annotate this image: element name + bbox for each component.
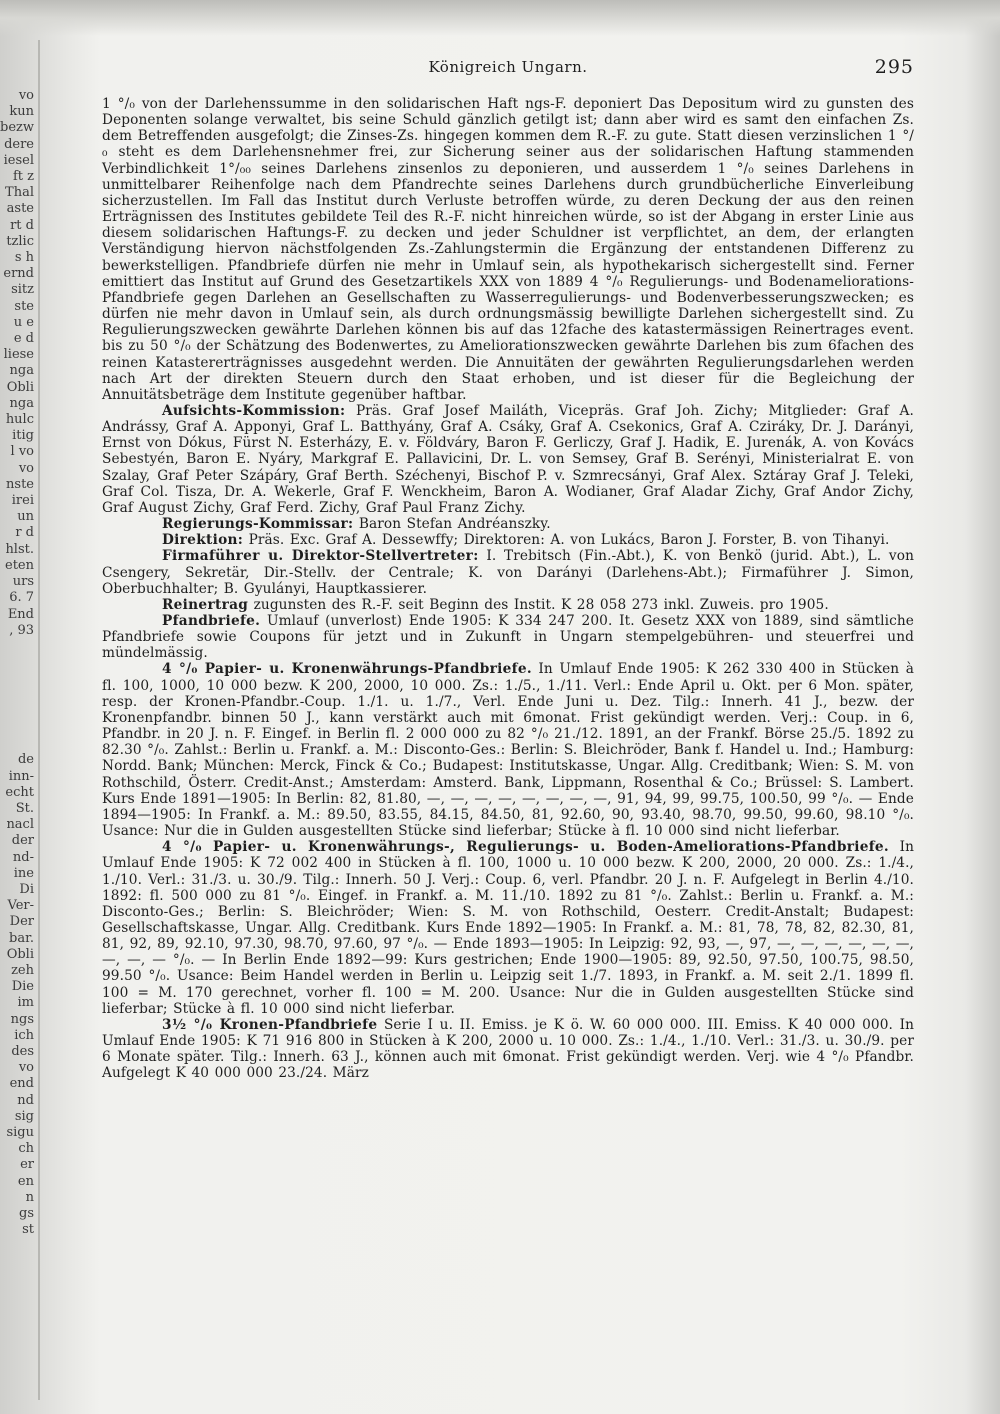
left-edge-fragment: Die	[11, 979, 34, 995]
paragraph-pfandbriefe	[102, 613, 914, 661]
left-page-edge-fragments	[0, 88, 34, 1388]
rubric-pfandbriefe: Pfandbriefe.	[162, 613, 261, 629]
left-edge-fragment: ch	[18, 1141, 34, 1157]
left-edge-fragment: s h	[14, 250, 34, 266]
text-reinertrag: zugunsten des R.-F. seit Beginn des Instit. K 28 058 273 inkl. Zuweis. pro 1905.	[248, 596, 829, 613]
paragraph-aufsichts-kommission	[102, 403, 914, 516]
left-edge-fragment: echt	[5, 784, 34, 800]
rubric-regierungs-kommissar: Regierungs-Kommissar:	[162, 516, 354, 533]
paragraph-4pct-kronenwaehrungs	[102, 661, 914, 839]
left-edge-fragment: dere	[4, 136, 34, 152]
left-edge-fragment: en	[17, 1173, 34, 1189]
text-regierungs-kommissar: Baron Stefan Andréanszky.	[353, 516, 551, 533]
left-edge-fragment	[0, 639, 34, 655]
left-edge-fragment: st	[22, 1222, 34, 1238]
left-edge-fragment: liese	[3, 347, 34, 363]
left-edge-fragment: bar.	[9, 930, 34, 946]
gutter-rule	[38, 40, 40, 1400]
left-edge-fragment: St.	[15, 800, 34, 816]
left-edge-fragment: ste	[14, 298, 34, 314]
left-edge-fragment: u e	[13, 314, 34, 330]
paragraph-depositum: 1 °/₀ von der Darlehenssumme in den solidarischen Haft ngs-F. deponiert Das Depositum wird zu gunsten des Deponenten solange verwaltet, bis seine Schuld gänzlich getilgt ist; dann aber wird es samt den einfachen Zs. dem Betreffenden ausgefolgt; die Zinses-Zs. hingegen kommen dem R.-F. zu gute. Statt diesen verzinslichen 1 °/₀ steht es dem Darlehensnehmer frei, zur Sicherung seiner aus der solidarischen Haftung stammenden Verbindlichkeit 1°/₀₀ seines Darlehens zinsenlos zu deponieren, und ausserdem 1 °/₀ seines Darlehens in unmittelbarer Reihenfolge nach dem Pfandrechte seines Darlehens durch grundbücherliche Einverleibung sicherzustellen. Im Fall das Institut durch Verluste betroffen würde, zu deren Deckung der aus den reinen Erträgnissen des Institutes gebildete Teil des R.-F. nicht hinreichen würde, so ist der Abgang in erster Linie aus diesem solidarischen Haftungs-F. zu decken und jeder Schuldner ist verpflichtet, an dem, der erlangten Verständigung hiervon nächstfolgenden Zs.-Zahlungstermin die Ergänzung der entstandenen Differenz zu bewerkstelligen. Pfandbriefe dürfen nie mehr in Umlauf sein, als hypothekarisch sichergestellt sind. Ferner emittiert das Institut auf Grund des Gesetzartikels XXX von 1889 4 °/₀ Regulierungs- und Bodenameliorations-Pfandbriefe gegen Darlehen an Gesellschaften zu Wasserregulierungs- und Bodenverbesserungszwecken; es dürfen nie mehr davon in Umlauf sein, als durch ordnungsmässig bewilligte Darlehen sichergestellt sind. Zu Regulierungszwecken gewährte Darlehen können bis auf das 12fache des katastermässigen Reinertrages event. bis zu 50 °/₀ der Schätzung des Bodenwertes, zu Ameliorationszwecken gewährte Darlehen bis zum 6fachen des reinen Katastererträgnisses ausgedehnt werden. Die Annuitäten der gewährten Regulierungsdarlehen werden nach Art der direkten Steuern durch den Staat erhoben, und ist dieser für die Begleichung der Annuitätsbeträge dem Institute gegenüber haftbar.	[102, 96, 914, 403]
left-edge-fragment: un	[17, 509, 34, 525]
left-edge-fragment: e d	[13, 331, 34, 347]
left-edge-fragment: nd-	[12, 849, 34, 865]
left-edge-fragment	[0, 688, 34, 704]
left-edge-fragment: rt d	[10, 217, 34, 233]
left-edge-fragment: tzlic	[6, 233, 34, 249]
left-edge-fragment: Thal	[5, 185, 34, 201]
left-edge-fragment: ft z	[12, 169, 34, 185]
left-edge-fragment: sitz	[11, 282, 34, 298]
left-edge-fragment: ernd	[3, 266, 34, 282]
left-edge-fragment: bezw	[0, 120, 34, 136]
left-edge-fragment: er	[20, 1157, 34, 1173]
left-edge-fragment: nacl	[6, 817, 34, 833]
left-edge-fragment: ngs	[10, 1011, 34, 1027]
left-edge-fragment: ich	[14, 1027, 34, 1043]
left-edge-fragment: de	[17, 752, 34, 768]
left-edge-fragment: nste	[6, 476, 34, 492]
rubric-aufsichts-kommission: Aufsichts-Kommission:	[162, 402, 346, 419]
left-edge-fragment: eten	[5, 557, 34, 573]
paragraph-direktion	[102, 532, 914, 548]
left-edge-fragment: r d	[15, 525, 34, 541]
left-edge-fragment: Ver-	[7, 898, 34, 914]
page-content	[102, 58, 914, 1082]
text-4pct-kronenwaehrungs: In Umlauf Ende 1905: K 262 330 400 in Stücken à fl. 100, 1000, 10 000 bezw. K 200, 2000, 10 000. Zs.: 1./5., 1./11. Verl.: Ende April u. Okt. per 6 Mon. später, resp. der Kronen-Pfandbr.-Coup. 1./1. u. 1./7., Verl. Ende Juni u. Dez. Tilg.: Innerh. 41 J., bezw. der Kronenpfandbr. binnen 50 J., kann verstärkt auch mit 6monat. Frist gekündigt werden. Verj.: Coup. in 6, Pfandbr. in 20 J. n. F. Eingef. in Berlin fl. 2 000 000 zu 82 °/₀ 21./12. 1891, an der Frankf. Börse 25./5. 1892 zu 82.30 °/₀. Zahlst.: Berlin u. Frankf. a. M.: Disconto-Ges.: Berlin: S. Bleichröder, Bank f. Handel u. Ind.; Hamburg: Nordd. Bank; München: Merck, Finck & Co.; Budapest: Institutskasse, Ungar. Allg. Creditbank; Wien: S. M. von Rothschild, Österr. Credit-Anst.; Amsterdam: Amsterd. Bank, Lippmann, Rosenthal & Co.; Brüssel: S. Lambert. Kurs Ende 1891—1905: In Berlin: 82, 81.80, —, —, —, —, —, —, —, —, 91, 94, 99, 99.75, 100.50, 99 °/₀. — Ende 1894—1905: In Frankf. a. M.: 89.50, 83.55, 84.15, 84.50, 81, 92.60, 90, 93.40, 98.70, 99.50, 99.60, 98.10 °/₀. Usance: Nur die in Gulden ausgestellten Stücke sind lieferbar; Stücke à fl. 10 000 sind nicht lieferbar.	[102, 661, 914, 840]
left-edge-fragment: , 93	[9, 622, 34, 638]
text-aufsichts-kommission: Präs. Graf Josef Mailáth, Vicepräs. Graf Joh. Zichy; Mitglieder: Graf A. Andrássy, Graf A. Apponyi, Graf L. Batthyány, Graf A. Csáky, Graf A. Csekonics, Graf A. Cziráky, Dr. J. Darányi, Ernst von Dókus, Fürst N. Esterházy, E. v. Földváry, Baron F. Gerliczy, Graf J. Hadik, E. Jurenák, A. von Kovács Sebestyén, Baron E. Nyáry, Markgraf E. Pallavicini, Dr. L. von Semsey, Graf B. Serényi, Ministerialrat E. von Szalay, Graf Peter Szápáry, Graf Berth. Széchenyi, Bischof P. v. Szmrecsányi, Graf Alex. Sztáray Graf J. Teleki, Graf Col. Tisza, Dr. A. Wekerle, Graf F. Wenckheim, Baron A. Wodianer, Graf Aladar Zichy, Graf Andor Zichy, Graf August Zichy, Graf Ferd. Zichy, Graf Paul Franz Zichy.	[102, 402, 914, 516]
left-edge-fragment: n	[25, 1189, 34, 1205]
left-edge-fragment: vo	[18, 1060, 34, 1076]
left-edge-fragment: l vo	[10, 444, 34, 460]
left-edge-fragment: inn-	[8, 768, 34, 784]
left-edge-fragment: der	[11, 833, 34, 849]
paragraph-reinertrag	[102, 597, 914, 613]
left-edge-fragment: Di	[19, 881, 34, 897]
text-pfandbriefe: Umlauf (unverlost) Ende 1905: K 334 247 200. It. Gesetz XXX von 1889, sind sämtliche Pfandbriefe sowie Coupons für jetzt und in Zukunft in Ungarn stempelgebühren- und steuerfrei und mündelmässig.	[102, 613, 914, 662]
page-number: 295	[874, 56, 914, 78]
running-title: Königreich Ungarn.	[428, 58, 588, 76]
left-edge-fragment	[0, 720, 34, 736]
text-firmafuehrer: I. Trebitsch (Fin.-Abt.), K. von Benkö (jurid. Abt.), L. von Csengery, Sekretär, Dir.-Stellv. der Centrale; K. von Darányi (Darlehens-Abt.); Firmaführer J. Simon, Oberbuchhalter; B. Gyulányi, Hauptkassierer.	[102, 548, 915, 597]
left-edge-fragment: Der	[9, 914, 34, 930]
rubric-4pct-kronenwaehrungs: 4 °/₀ Papier- u. Kronenwährungs-Pfandbriefe.	[162, 661, 532, 678]
rubric-firmafuehrer: Firmaführer u. Direktor-Stellvertreter:	[162, 548, 479, 565]
left-edge-fragment: itig	[12, 428, 34, 444]
left-edge-fragment: sigu	[6, 1125, 34, 1140]
body-text	[102, 96, 914, 1082]
left-edge-fragment: hlst.	[5, 541, 34, 557]
left-edge-fragment: aste	[6, 201, 34, 217]
rubric-3half-pct-kronen: 3½ °/₀ Kronen-Pfandbriefe	[162, 1016, 378, 1033]
left-edge-fragment: vo	[18, 460, 34, 476]
left-edge-fragment: ine	[13, 865, 34, 881]
left-edge-fragment: End	[7, 606, 34, 622]
left-edge-fragment: sig	[14, 1108, 34, 1124]
left-edge-fragment	[0, 671, 34, 687]
paragraph-regierungs-kommissar	[102, 516, 914, 532]
rubric-reinertrag: Reinertrag	[162, 596, 249, 613]
text-direktion: Präs. Exc. Graf A. Dessewffy; Direktoren: A. von Lukács, Baron J. Forster, B. von Tihanyi.	[243, 532, 890, 549]
paragraph-firmafuehrer	[102, 548, 914, 596]
left-edge-fragment: zeh	[11, 962, 34, 978]
left-edge-fragment: nga	[9, 363, 34, 379]
left-edge-fragment: irei	[11, 493, 34, 509]
left-edge-fragment: end	[9, 1076, 34, 1092]
left-edge-fragment: im	[17, 995, 34, 1011]
left-edge-fragment: kun	[9, 104, 34, 120]
rubric-direktion: Direktion:	[162, 532, 244, 549]
left-edge-fragment: nd	[17, 1092, 34, 1108]
scan-top-shadow	[0, 0, 1000, 36]
text-3half-pct-kronen: Serie I u. II. Emiss. je K ö. W. 60 000 000. III. Emiss. K 40 000 000. In Umlauf Ende 1905: K 71 916 800 in Stücken à K 200, 2000 u. 10 000. Zs.: 1./4., 1./10. Verl.: 31./3. u. 30./9. per 6 Monate später. Tilg.: Innerh. 63 J., können auch mit 6monat. Frist gekündigt werden. Verj. wie 4 °/₀ Pfandbr. Aufgelegt K 40 000 000 23./24. März	[102, 1016, 914, 1082]
left-edge-fragment	[0, 655, 34, 671]
left-edge-fragment: urs	[12, 574, 34, 590]
left-edge-fragment: Obli	[6, 946, 34, 962]
left-edge-fragment: iesel	[3, 152, 34, 168]
left-edge-fragment: Obli	[6, 379, 34, 395]
left-edge-fragment	[0, 704, 34, 720]
left-edge-fragment: nga	[9, 395, 34, 411]
left-edge-fragment: des	[11, 1043, 34, 1059]
page-header	[102, 58, 914, 86]
left-edge-fragment: vo	[18, 88, 34, 103]
text-4pct-regulierungs: In Umlauf Ende 1905: K 72 002 400 in Stücken à fl. 100, 1000 u. 10 000 bezw. K 200, 2000, 20 000. Zs.: 1./4., 1./10. Verl.: 31./3. u. 30./9. Tilg.: Innerh. 50 J. Verj.: Coup. 6, verl. Pfandbr. 20 J. n. F. Aufgelegt in Berlin 4./10. 1892: fl. 500 000 zu 81 °/₀. Eingef. in Frankf. a. M. 11./10. 1892 zu 81 °/₀. Zahlst.: Berlin u. Frankf. a. M.: Disconto-Ges.; Berlin: S. Bleichröder; Wien: S. M. von Rothschild, Oesterr. Credit-Anstalt; Budapest: Gesellschaftskasse, Ungar. Allg. Creditbank. Kurs Ende 1892—1905: In Frankf. a. M.: 81, 78, 78, 82, 82.30, 81, 81, 92, 89, 92.10, 97.30, 98.70, 97.60, 97 °/₀. — Ende 1893—1905: In Leipzig: 92, 93, —, 97, —, —, —, —, —, —, —, —, — °/₀. — In Berlin Ende 1892—99: Kurs gestrichen; Ende 1900—1905: 89, 92.50, 97.50, 100.75, 98.50, 99.50 °/₀. Usance: Beim Handel werden in Berlin u. Leipzig seit 1./7. 1893, in Frankf. a. M. seit 2./1. 1899 fl. 100 = M. 170 gerechnet, vorher fl. 100 = M. 200. Usance: Nur die in Gulden ausgestellten Stücke sind lieferbar; Stücke à fl. 10 000 sind nicht lieferbar.	[102, 839, 915, 1017]
left-edge-fragment: gs	[19, 1206, 34, 1222]
paragraph-3half-pct-kronen	[102, 1017, 914, 1082]
left-edge-fragment	[0, 736, 34, 752]
left-edge-fragment: 6. 7	[9, 590, 34, 606]
paragraph-4pct-regulierungs	[102, 839, 914, 1017]
rubric-4pct-regulierungs: 4 °/₀ Papier- u. Kronenwährungs-, Regulierungs- u. Boden-Ameliorations-Pfandbriefe.	[162, 839, 889, 856]
left-edge-fragment: hulc	[5, 412, 34, 428]
